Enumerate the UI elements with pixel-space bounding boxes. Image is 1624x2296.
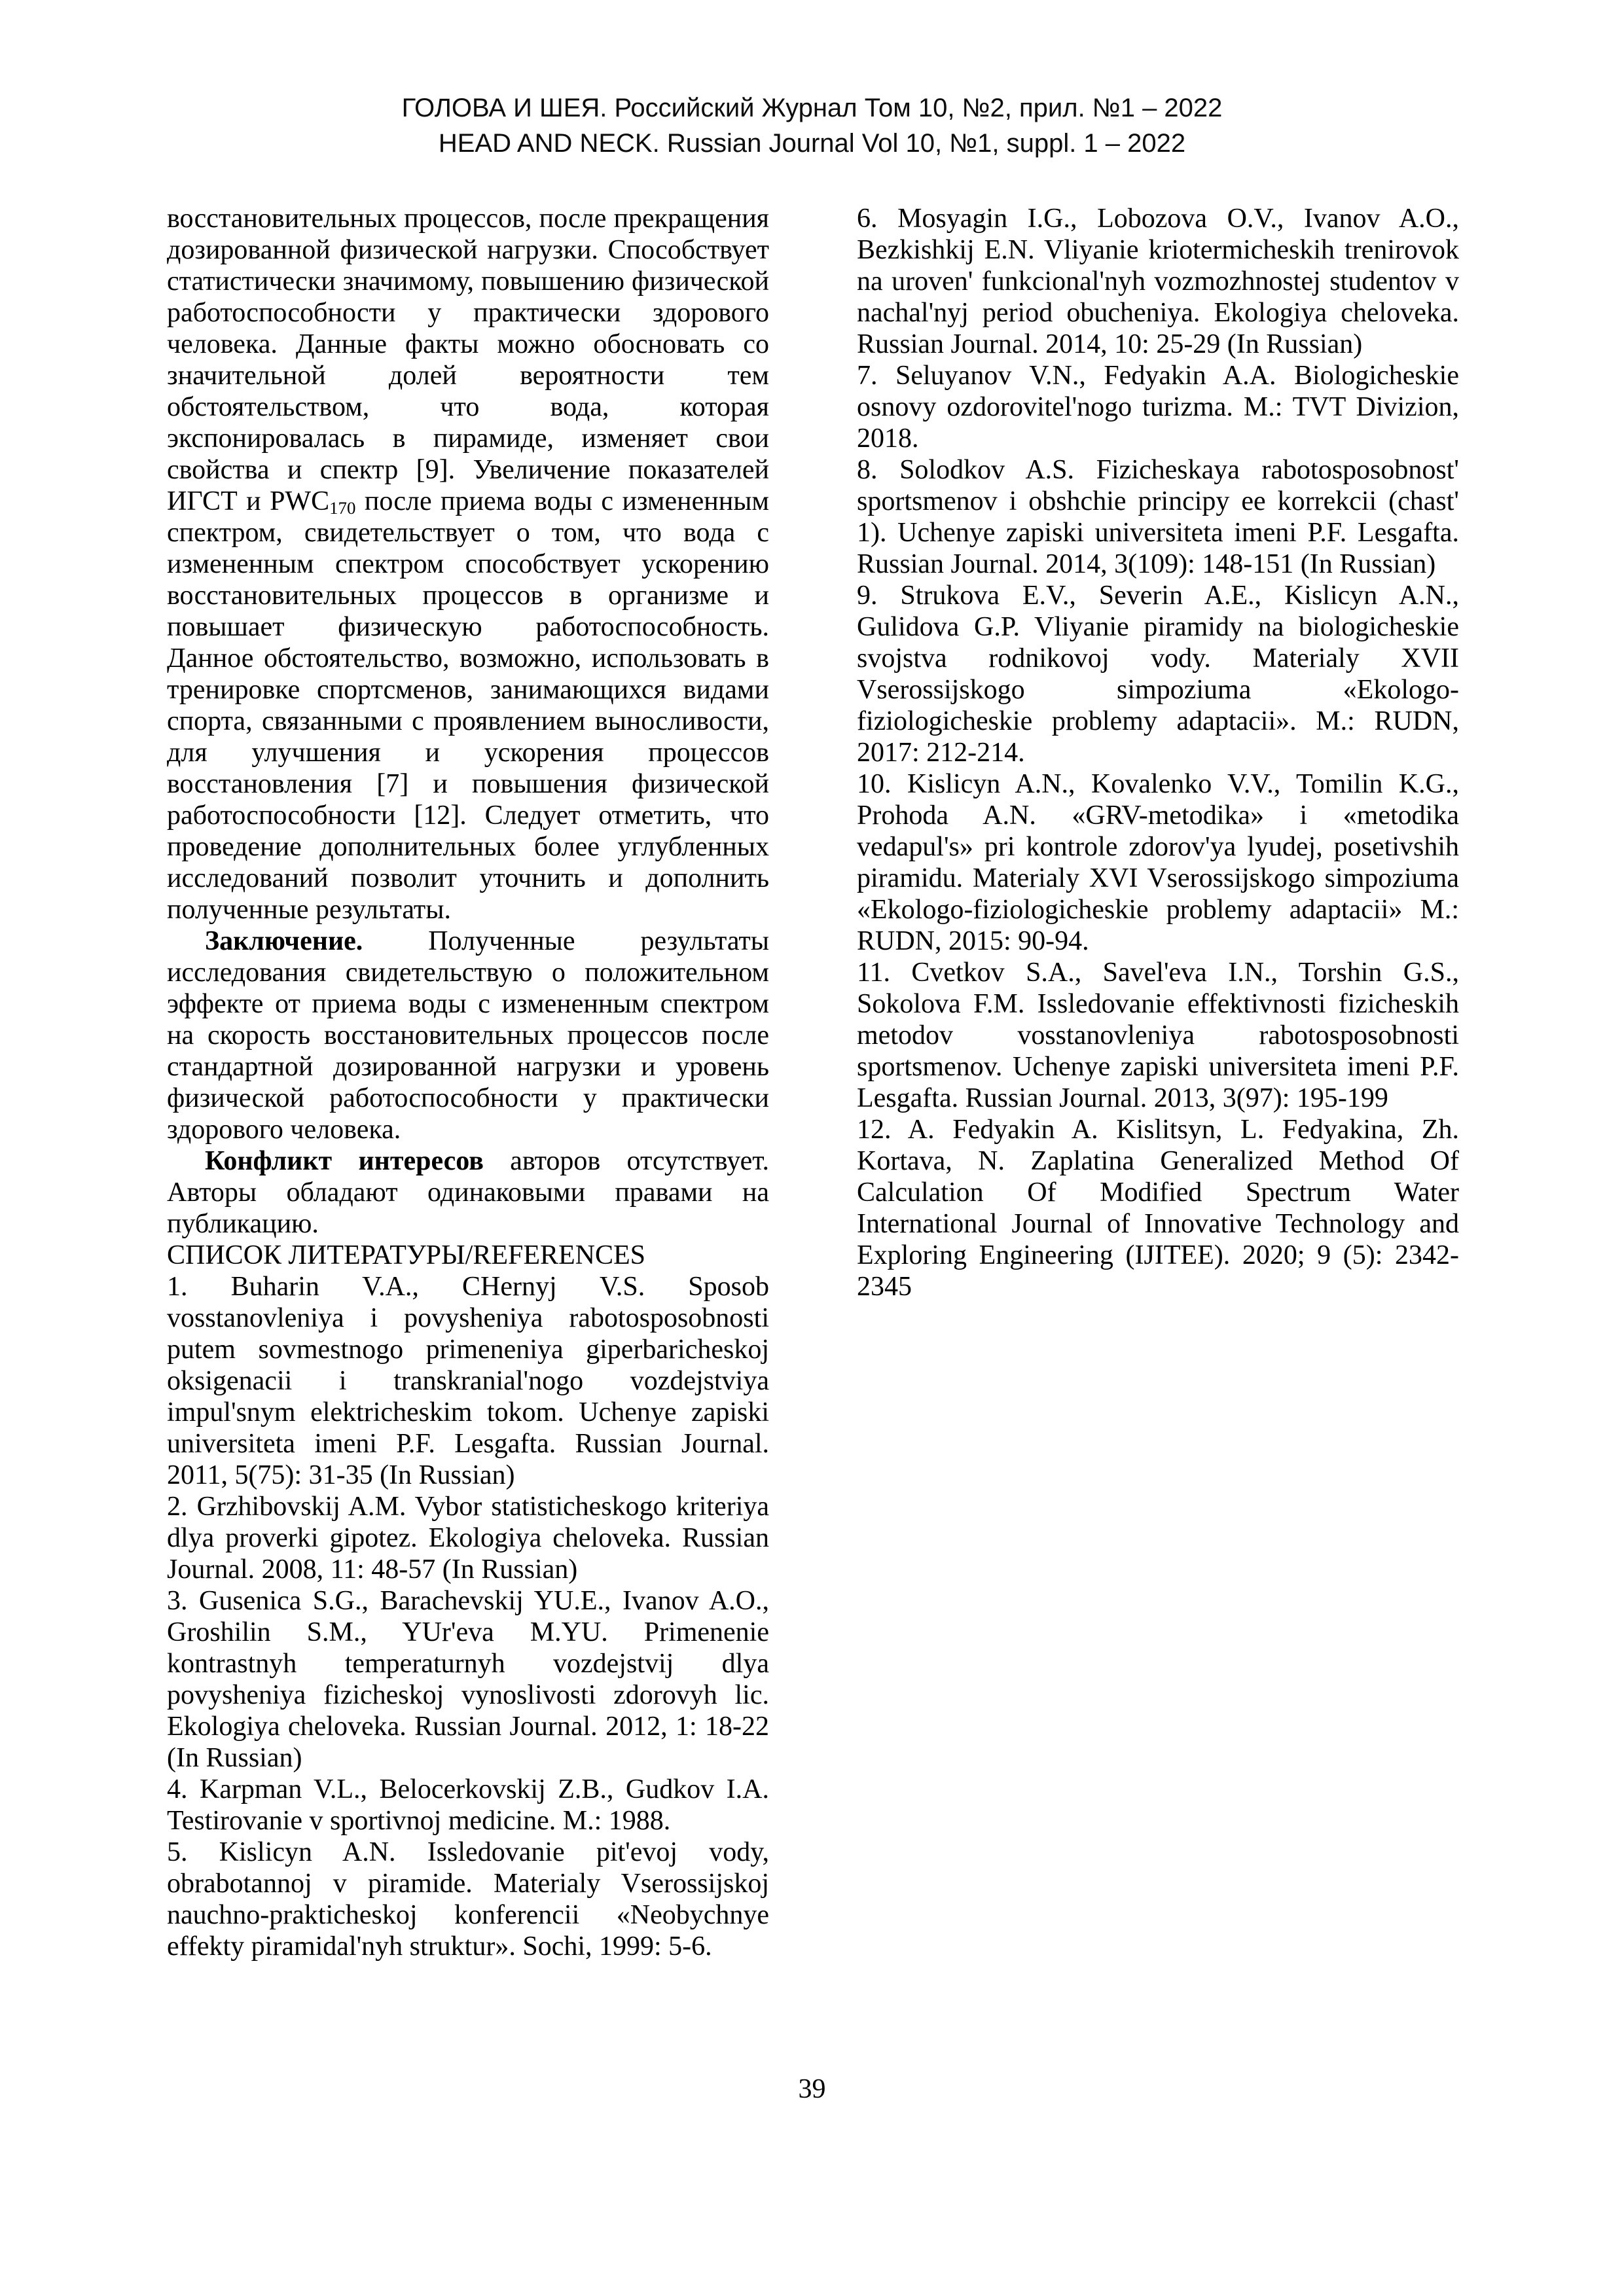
reference-item: 10. Kislicyn A.N., Kovalenko V.V., Tomilin K.G., Prohoda A.N. «GRV-metodika» i «metodika vedapul's» pri kontrole zdorov'ya lyudej, posetivshih piramidu. Materialy XVI Vserossijskogo simpoziuma «Ekologo-fiziologicheskie problemy adaptacii» M.: RUDN, 2015: 90-94. bbox=[857, 769, 1459, 956]
pwc-subscript: 170 bbox=[329, 497, 356, 518]
reference-item: 6. Mosyagin I.G., Lobozova O.V., Ivanov A.O., Bezkishkij E.N. Vliyanie kriotermicheskih trenirovok na uroven' funkcional'nyh vozmozhnostej studentov v nachal'nyj period obucheniya. Ekologiya cheloveka. Russian Journal. 2014, 10: 25-29 (In Russian) bbox=[857, 204, 1459, 359]
left-column bbox=[167, 203, 769, 1962]
conclusion-paragraph bbox=[167, 925, 769, 1145]
conclusion-lead: Заключение. bbox=[205, 926, 363, 956]
right-column bbox=[857, 203, 1459, 1962]
reference-item: 3. Gusenica S.G., Barachevskij YU.E., Ivanov A.O., Groshilin S.M., YUr'eva M.YU. Primenenie kontrastnyh temperaturnyh vozdejstvij dlya povysheniya fizicheskoj vynoslivosti zdorovyh lic. Ekologiya cheloveka. Russian Journal. 2012, 1: 18-22 (In Russian) bbox=[167, 1586, 769, 1773]
reference-item: 7. Seluyanov V.N., Fedyakin A.A. Biologicheskie osnovy ozdorovitel'nogo turizma. M.: TVT Divizion, 2018. bbox=[857, 361, 1459, 454]
reference-item: 9. Strukova E.V., Severin A.E., Kislicyn A.N., Gulidova G.P. Vliyanie piramidy na biologicheskie svojstva rodnikovoj vody. Materialy XVII Vserossijskogo simpoziuma «Ekologo-fiziologicheskie problemy adaptacii». M.: RUDN, 2017: 212-214. bbox=[857, 581, 1459, 768]
reference-item: 11. Cvetkov S.A., Savel'eva I.N., Torshin G.S., Sokolova F.M. Issledovanie effektivnosti fizicheskih metodov vosstanovleniya rabotosposobnosti sportsmenov. Uchenye zapiski universiteta imeni P.F. Lesgafta. Russian Journal. 2013, 3(97): 195-199 bbox=[857, 958, 1459, 1113]
continuation-text-before-subscript: восстановительных процессов, после прекращения дозированной физической нагрузки. Способствует статистически значимому, повышению физической работоспособности у практически здорового человека. Данные факты можно обосновать со значительной долей вероятности тем обстоятельством, что вода, которая экспонировалась в пирамиде, изменяет свои свойства и спектр [9]. Увеличение показателей ИГСТ и PWC bbox=[167, 204, 769, 516]
reference-item: 5. Kislicyn A.N. Issledovanie pit'evoj vody, obrabotannoj v piramide. Materialy Vserossijskoj nauchno-prakticheskoj konferencii «Neobychnye effekty piramidal'nyh struktur». Sochi, 1999: 5-6. bbox=[167, 1837, 769, 1962]
reference-item: 8. Solodkov A.S. Fizicheskaya rabotosposobnost' sportsmenov i obshchie principy ee korrekcii (chast' 1). Uchenye zapiski universiteta imeni P.F. Lesgafta. Russian Journal. 2014, 3(109): 148-151 (In Russian) bbox=[857, 455, 1459, 579]
references-heading: СПИСОК ЛИТЕРАТУРЫ/REFERENCES bbox=[167, 1240, 646, 1270]
page-number: 39 bbox=[798, 2074, 826, 2104]
journal-header bbox=[0, 90, 1624, 161]
conclusion-text: Полученные результаты исследования свидетельствую о положительном эффекте от приема воды с измененным спектром на скорость восстановительных процессов после стандартной дозированной нагрузки и уровень физической работоспособности у практически здорового человека. bbox=[167, 926, 769, 1145]
reference-item: 2. Grzhibovskij A.M. Vybor statisticheskogo kriteriya dlya proverki gipotez. Ekologiya cheloveka. Russian Journal. 2008, 11: 48-57 (In Russian) bbox=[167, 1492, 769, 1585]
conflict-text: авторов отсутствует. Авторы обладают одинаковыми правами на публикацию. bbox=[167, 1146, 769, 1239]
journal-title-ru: ГОЛОВА И ШЕЯ. Российский Журнал Том 10, №2, прил. №1 – 2022 bbox=[401, 94, 1223, 122]
conflict-of-interest-paragraph bbox=[167, 1145, 769, 1240]
conflict-lead: Конфликт интересов bbox=[205, 1146, 484, 1176]
reference-item: 4. Karpman V.L., Belocerkovskij Z.B., Gudkov I.A. Testirovanie v sportivnoj medicine. M.: 1988. bbox=[167, 1774, 769, 1836]
continuation-paragraph bbox=[167, 203, 769, 925]
reference-item: 1. Buharin V.A., CHernyj V.S. Sposob vosstanovleniya i povysheniya rabotosposobnosti putem sovmestnogo primeneniya giperbaricheskoj oksigenacii i transkranial'nogo vozdejstviya impul'snym elektricheskim tokom. Uchenye zapiski universiteta imeni P.F. Lesgafta. Russian Journal. 2011, 5(75): 31-35 (In Russian) bbox=[167, 1272, 769, 1490]
article-body bbox=[167, 203, 1459, 1962]
continuation-text-after-subscript: после приема воды с измененным спектром, свидетельствует о том, что вода с измененным спектром способствует ускорению восстановительных процессов в организме и повышает физическую работоспособность. Данное обстоятельство, возможно, использовать в тренировке спортсменов, занимающихся видами спорта, связанными с проявлением выносливости, для улучшения и ускорения процессов восстановления [7] и повышения физической работоспособности [12]. Следует отметить, что проведение дополнительных более углубленных исследований позволит уточнить и дополнить полученные результаты. bbox=[167, 486, 769, 925]
reference-item: 12. A. Fedyakin A. Kislitsyn, L. Fedyakina, Zh. Kortava, N. Zaplatina Generalized Method Of Calculation Of Modified Spectrum Water International Journal of Innovative Technology and Exploring Engineering (IJITEE). 2020; 9 (5): 2342-2345 bbox=[857, 1115, 1459, 1302]
journal-title-en: HEAD AND NECK. Russian Journal Vol 10, №1, suppl. 1 – 2022 bbox=[438, 129, 1186, 158]
